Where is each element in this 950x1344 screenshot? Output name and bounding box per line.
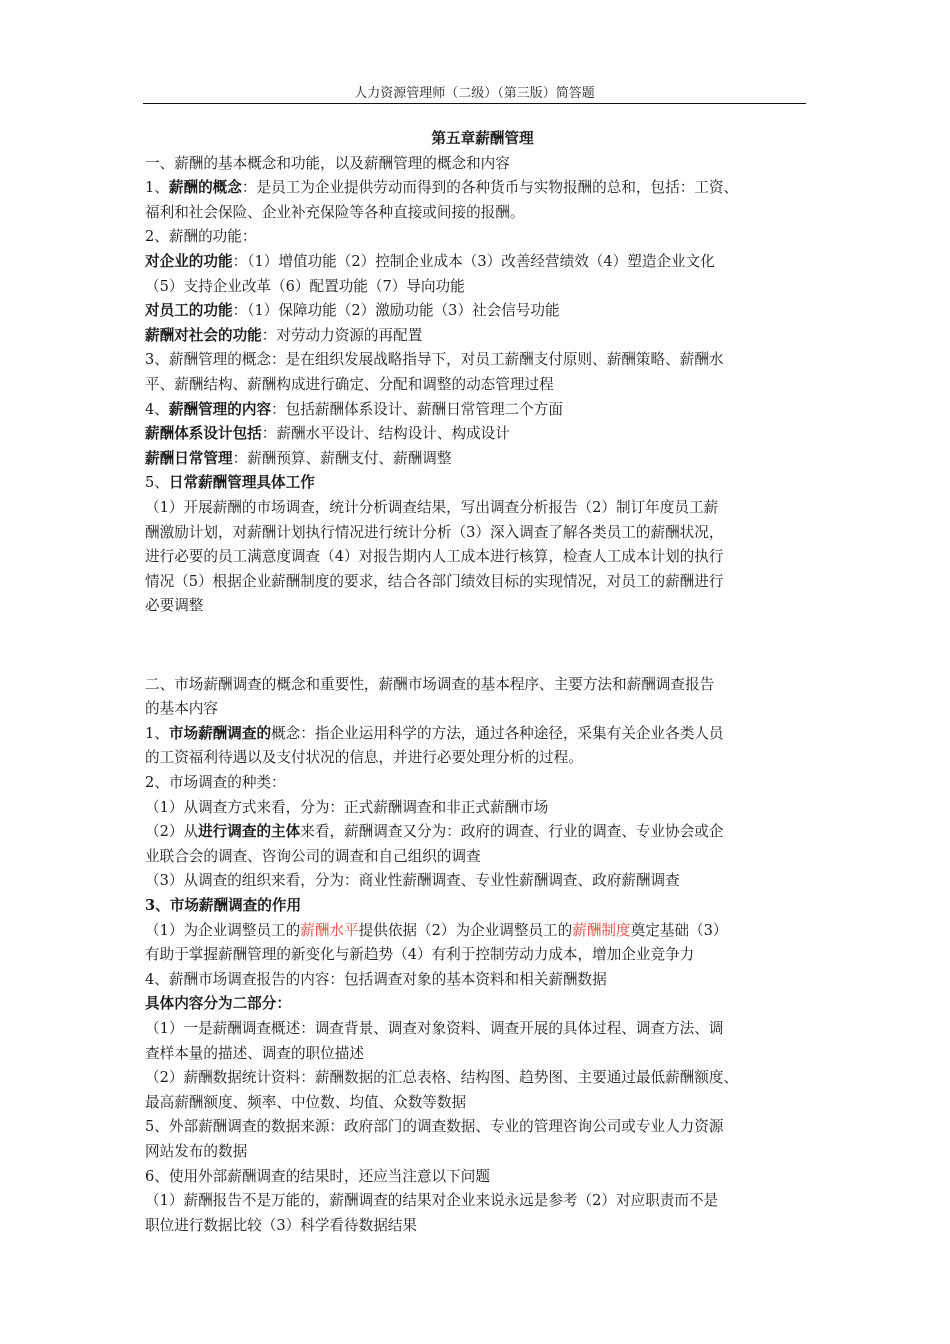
text-line bbox=[145, 1214, 820, 1239]
bold-text: 日常薪酬管理具体工作 bbox=[168, 474, 315, 492]
text-line bbox=[145, 722, 820, 747]
text-line bbox=[145, 594, 820, 619]
bold-text: 具体内容分为二部分： bbox=[145, 995, 291, 1013]
text-segment: 2、市场调查的种类： bbox=[145, 774, 286, 792]
text-line bbox=[145, 1165, 820, 1190]
text-segment: 的基本内容 bbox=[145, 700, 218, 718]
text-line bbox=[145, 673, 820, 698]
text-segment: ：是员工为企业提供劳动而得到的各种货币与实物报酬的总和，包括：工资、 bbox=[241, 179, 739, 197]
bold-text: 薪酬对社会的功能 bbox=[145, 326, 262, 344]
text-line bbox=[145, 348, 820, 373]
text-segment: 2、薪酬的功能： bbox=[145, 228, 257, 246]
text-segment: 4、薪酬市场调查报告的内容：包括调查对象的基本资料和相关薪酬数据 bbox=[145, 970, 607, 988]
header-rule bbox=[143, 103, 806, 104]
text-segment: 有助于掌握薪酬管理的新变化与新趋势（4）有利于控制劳动力成本，增加企业竞争力 bbox=[145, 946, 695, 964]
text-line bbox=[145, 992, 820, 1017]
text-segment: 平、薪酬结构、薪酬构成进行确定、分配和调整的动态管理过程 bbox=[145, 375, 554, 393]
text-segment: 查样本量的描述、调查的职位描述 bbox=[145, 1044, 364, 1062]
document-body bbox=[145, 127, 820, 1238]
text-segment: 1、 bbox=[145, 724, 169, 742]
bold-text: 对企业的功能 bbox=[145, 252, 233, 270]
text-segment: 职位进行数据比较（3）科学看待数据结果 bbox=[145, 1216, 417, 1234]
text-line bbox=[145, 894, 820, 919]
text-segment: ：薪酬预算、薪酬支付、薪酬调整 bbox=[232, 449, 452, 467]
text-segment: 提供依据（2）为企业调整员工的 bbox=[358, 921, 573, 939]
text-segment: （5）支持企业改革（6）配置功能（7）导向功能 bbox=[145, 277, 465, 295]
text-line bbox=[145, 1066, 820, 1091]
text-segment: 网站发布的数据 bbox=[145, 1142, 248, 1160]
bold-text: 对员工的功能 bbox=[145, 302, 233, 320]
text-line bbox=[145, 1115, 820, 1140]
text-segment: （1）薪酬报告不是万能的，薪酬调查的结果对企业来说永远是参考（2）对应职责而不是 bbox=[145, 1192, 719, 1210]
text-line bbox=[145, 324, 820, 349]
text-lines bbox=[145, 152, 820, 1239]
text-segment: 5、 bbox=[145, 474, 169, 492]
text-segment: （1）一是薪酬调查概述：调查背景、调查对象资料、调查开展的具体过程、调查方法、调 bbox=[145, 1019, 724, 1037]
text-segment: （1）为企业调整员工的 bbox=[145, 921, 301, 939]
text-line bbox=[145, 943, 820, 968]
bold-text: 薪酬日常管理 bbox=[145, 449, 233, 467]
text-line bbox=[145, 299, 820, 324]
highlighted-text: 薪酬水平 bbox=[300, 921, 359, 939]
text-line bbox=[145, 471, 820, 496]
text-segment: （3）从调查的组织来看，分为：商业性薪酬调查、专业性薪酬调查、政府薪酬调查 bbox=[145, 872, 680, 890]
text-segment: 福利和社会保险、企业补充保险等各种直接或间接的报酬。 bbox=[145, 203, 525, 221]
text-line bbox=[145, 919, 820, 944]
text-segment: （2）从 bbox=[145, 823, 199, 841]
text-segment: （1）开展薪酬的市场调查，统计分析调查结果，写出调查分析报告（2）制订年度员工薪 bbox=[145, 498, 719, 516]
text-line bbox=[145, 796, 820, 821]
text-line bbox=[145, 447, 820, 472]
page-header: 人力资源管理师（二级）（第三版）简答题 bbox=[354, 86, 595, 101]
text-line bbox=[145, 1140, 820, 1165]
text-segment: 情况（5）根据企业薪酬制度的要求，结合各部门绩效目标的实现情况，对员工的薪酬进行 bbox=[145, 572, 724, 590]
text-line bbox=[145, 746, 820, 771]
text-segment: 3、薪酬管理的概念：是在组织发展战略指导下，对员工薪酬支付原则、薪酬策略、薪酬水 bbox=[145, 351, 724, 369]
text-segment: （1）从调查方式来看，分为：正式薪酬调查和非正式薪酬市场 bbox=[145, 798, 549, 816]
text-line bbox=[145, 570, 820, 595]
text-line bbox=[145, 250, 820, 275]
text-line bbox=[145, 225, 820, 250]
text-segment: 4、 bbox=[145, 400, 169, 418]
text-segment: ：（1）增值功能（2）控制企业成本（3）改善经营绩效（4）塑造企业文化 bbox=[232, 252, 715, 270]
text-line bbox=[145, 422, 820, 447]
text-segment: 的工资福利待遇以及支付状况的信息，并进行必要处理分析的过程。 bbox=[145, 749, 583, 767]
text-segment: ：对劳动力资源的再配置 bbox=[261, 326, 423, 344]
text-line bbox=[145, 398, 820, 423]
chapter-title: 第五章薪酬管理 bbox=[431, 130, 534, 147]
text-segment: 最高薪酬额度、频率、中位数、均值、众数等数据 bbox=[145, 1093, 467, 1111]
bold-text: 进行调查的主体 bbox=[198, 823, 301, 841]
text-segment: 6、使用外部薪酬调查的结果时，还应当注意以下问题 bbox=[145, 1167, 490, 1185]
text-line bbox=[145, 1091, 820, 1116]
text-line bbox=[145, 968, 820, 993]
bold-text: 薪酬管理的内容 bbox=[168, 400, 272, 418]
text-line bbox=[145, 869, 820, 894]
text-line bbox=[145, 697, 820, 722]
text-line bbox=[145, 545, 820, 570]
text-segment: （2）薪酬数据统计资料：薪酬数据的汇总表格、结构图、趋势图、主要通过最低薪酬额度、 bbox=[145, 1069, 739, 1087]
bold-text: 薪酬的概念 bbox=[168, 179, 242, 197]
text-segment: ：包括薪酬体系设计、薪酬日常管理二个方面 bbox=[271, 400, 563, 418]
text-line bbox=[145, 771, 820, 796]
text-line bbox=[145, 1189, 820, 1214]
text-line bbox=[145, 373, 820, 398]
text-segment: 5、外部薪酬调查的数据来源：政府部门的调查数据、专业的管理咨询公司或专业人力资源 bbox=[145, 1118, 724, 1136]
text-segment: 酬激励计划，对薪酬计划执行情况进行统计分析（3）深入调查了解各类员工的薪酬状况， bbox=[145, 523, 724, 541]
text-segment: 1、 bbox=[145, 179, 169, 197]
bold-text: 薪酬体系设计包括 bbox=[145, 425, 262, 443]
text-line bbox=[145, 275, 820, 300]
text-segment: 一、薪酬的基本概念和功能，以及薪酬管理的概念和内容 bbox=[145, 154, 510, 172]
bold-text: 市场薪酬调查的 bbox=[168, 724, 272, 742]
text-segment: 概念：指企业运用科学的方法，通过各种途径，采集有关企业各类人员 bbox=[271, 724, 724, 742]
text-segment: 来看，薪酬调查又分为：政府的调查、行业的调查、专业协会或企 bbox=[300, 823, 724, 841]
text-line bbox=[145, 820, 820, 845]
bold-text: 3、市场薪酬调查的作用 bbox=[145, 897, 302, 914]
text-line bbox=[145, 176, 820, 201]
text-segment: 业联合会的调查、咨询公司的调查和自己组织的调查 bbox=[145, 847, 481, 865]
text-line bbox=[145, 845, 820, 870]
text-segment: 奠定基础（3） bbox=[630, 921, 728, 939]
text-line bbox=[145, 496, 820, 521]
text-segment: ：薪酬水平设计、结构设计、构成设计 bbox=[261, 425, 510, 443]
text-segment: 必要调整 bbox=[145, 597, 204, 615]
text-line bbox=[145, 1017, 820, 1042]
text-line bbox=[145, 1042, 820, 1067]
text-line bbox=[145, 152, 820, 177]
text-segment: ：（1）保障功能（2）激励功能（3）社会信号功能 bbox=[232, 302, 560, 320]
blank-line bbox=[145, 633, 820, 658]
text-line bbox=[145, 201, 820, 226]
highlighted-text: 薪酬制度 bbox=[572, 921, 631, 939]
text-line bbox=[145, 521, 820, 546]
text-segment: 进行必要的员工满意度调查（4）对报告期内人工成本进行核算，检查人工成本计划的执行 bbox=[145, 548, 724, 566]
text-segment: 二、市场薪酬调查的概念和重要性，薪酬市场调查的基本程序、主要方法和薪酬调查报告 bbox=[145, 675, 715, 693]
